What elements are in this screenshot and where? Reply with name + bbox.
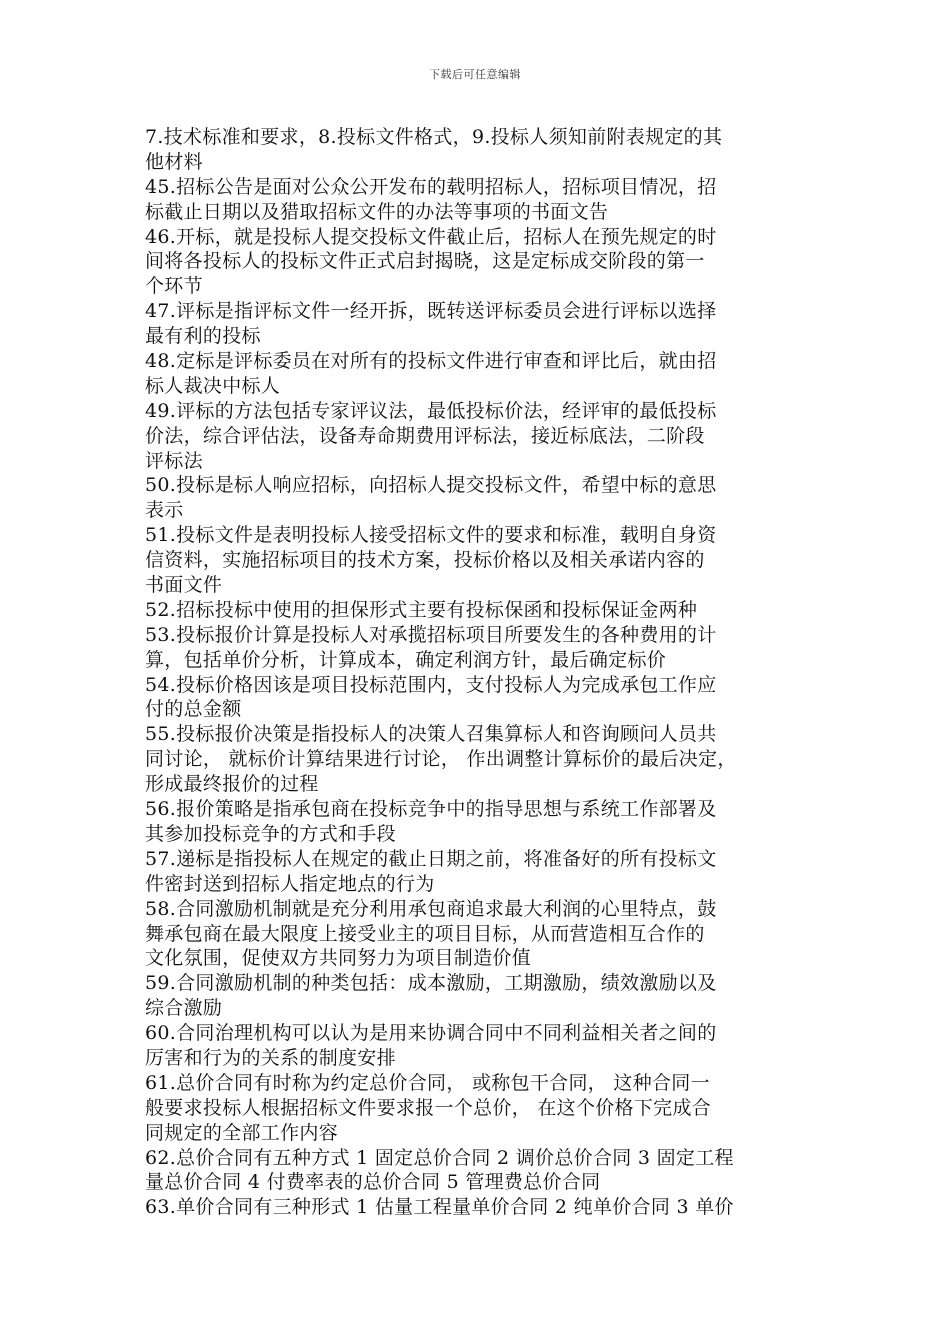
text-line: 57.递标是指投标人在规定的截止日期之前，将准备好的所有投标文 xyxy=(145,847,717,870)
text-line: 51.投标文件是表明投标人接受招标文件的要求和标准，载明自身资 xyxy=(145,524,717,547)
text-line: 同讨论， 就标价计算结果进行讨论， 作出调整计算标价的最后决定， xyxy=(145,748,737,771)
text-line: 文化氛围，促使双方共同努力为项目制造价值 xyxy=(145,947,532,970)
text-line: 62.总价合同有五种方式 1 固定总价合同 2 调价总价合同 3 固定工程 xyxy=(145,1146,734,1169)
text-line: 其参加投标竞争的方式和手段 xyxy=(145,822,396,845)
text-line: 最有利的投标 xyxy=(145,325,261,348)
text-line: 56.报价策略是指承包商在投标竞争中的指导思想与系统工作部署及 xyxy=(145,798,717,821)
text-line: 件密封送到招标人指定地点的行为 xyxy=(145,872,435,895)
text-line: 般要求投标人根据招标文件要求报一个总价， 在这个价格下完成合 xyxy=(145,1096,712,1119)
text-line: 61.总价合同有时称为约定总价合同， 或称包干合同， 这种合同一 xyxy=(145,1071,710,1094)
text-line: 书面文件 xyxy=(145,574,223,597)
text-line: 47.评标是指评标文件一经开拆，既转送评标委员会进行评标以选择 xyxy=(145,300,717,323)
text-line: 个环节 xyxy=(145,275,203,298)
text-line: 55.投标报价决策是指投标人的决策人召集算标人和咨询顾问人员共 xyxy=(145,723,717,746)
text-line: 厉害和行为的关系的制度安排 xyxy=(145,1046,396,1069)
text-line: 60.合同治理机构可以认为是用来协调合同中不同利益相关者之间的 xyxy=(145,1022,717,1045)
text-line: 59.合同激励机制的种类包括：成本激励，工期激励，绩效激励以及 xyxy=(145,972,717,995)
text-line: 信资料，实施招标项目的技术方案，投标价格以及相关承诺内容的 xyxy=(145,549,705,572)
text-line: 标人裁决中标人 xyxy=(145,374,281,397)
text-line: 49.评标的方法包括专家评议法，最低投标价法，经评审的最低投标 xyxy=(145,399,717,422)
text-line: 付的总金额 xyxy=(145,698,242,721)
text-line: 同规定的全部工作内容 xyxy=(145,1121,339,1144)
text-line: 46.开标，就是投标人提交投标文件截止后，招标人在预先规定的时 xyxy=(145,225,717,248)
text-line: 算，包括单价分析，计算成本，确定利润方针，最后确定标价 xyxy=(145,648,667,671)
document-body xyxy=(145,125,815,1220)
text-line: 58.合同激励机制就是充分利用承包商追求最大利润的心里特点，鼓 xyxy=(145,897,717,920)
text-line: 48.定标是评标委员在对所有的投标文件进行审查和评比后，就由招 xyxy=(145,350,717,373)
text-line: 间将各投标人的投标文件正式启封揭晓，这是定标成交阶段的第一 xyxy=(145,250,705,273)
text-line: 评标法 xyxy=(145,449,203,472)
text-line: 他材料 xyxy=(145,150,203,173)
text-line: 量总价合同 4 付费率表的总价合同 5 管理费总价合同 xyxy=(145,1171,601,1194)
text-line: 7.技术标准和要求，8.投标文件格式，9.投标人须知前附表规定的其 xyxy=(145,126,723,148)
text-line: 52.招标投标中使用的担保形式主要有投标保函和投标保证金两种 xyxy=(145,598,698,621)
text-line: 价法，综合评估法，设备寿命期费用评标法，接近标底法，二阶段 xyxy=(145,424,705,447)
text-line: 54.投标价格因该是项目投标范围内，支付投标人为完成承包工作应 xyxy=(145,673,717,696)
text-line: 45.招标公告是面对公众公开发布的载明招标人，招标项目情况，招 xyxy=(145,175,717,198)
text-line: 63.单价合同有三种形式 1 估量工程量单价合同 2 纯单价合同 3 单价 xyxy=(145,1196,734,1219)
text-line: 50.投标是标人响应招标，向招标人提交投标文件，希望中标的意思 xyxy=(145,474,717,497)
text-line: 标截止日期以及猎取招标文件的办法等事项的书面文告 xyxy=(145,200,609,223)
text-line: 综合激励 xyxy=(145,997,223,1020)
text-line: 形成最终报价的过程 xyxy=(145,773,319,796)
text-line: 舞承包商在最大限度上接受业主的项目目标，从而营造相互合作的 xyxy=(145,922,705,945)
text-line: 53.投标报价计算是投标人对承揽招标项目所要发生的各种费用的计 xyxy=(145,623,717,646)
page-header: 下载后可任意编辑 xyxy=(429,68,521,81)
text-line: 表示 xyxy=(145,499,184,522)
